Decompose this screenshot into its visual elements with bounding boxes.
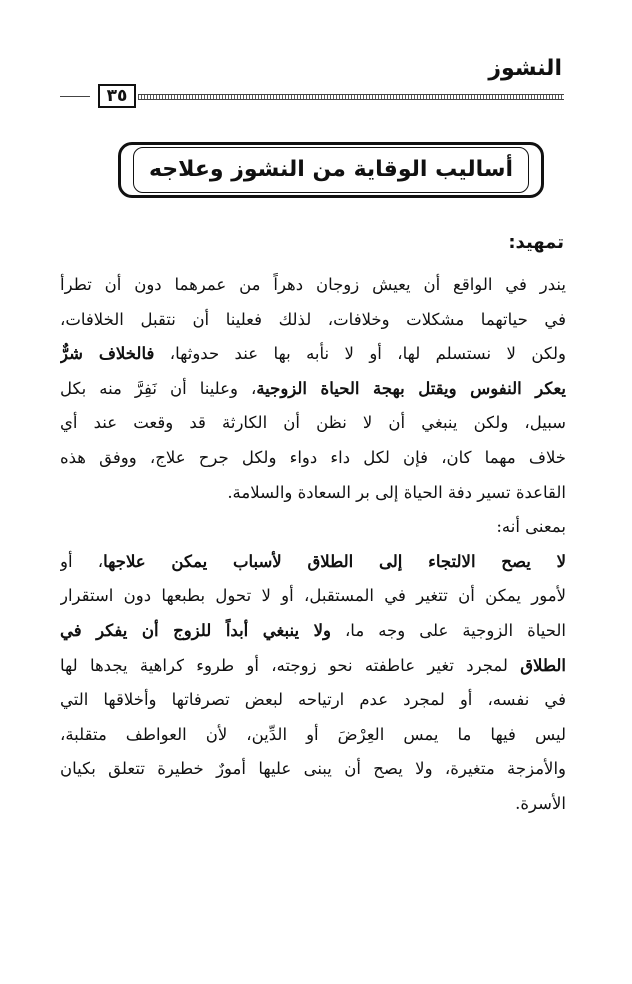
intro-label: تمهيد: (508, 232, 564, 253)
text-span: ولكن لا نستسلم لها، أو لا نأبه بها عند حدوثها، (154, 344, 566, 364)
text-line (60, 268, 566, 303)
section-title: أساليب الوقاية من النشوز وعلاجه (148, 157, 514, 182)
bold-text-span: الطلاق (520, 655, 566, 675)
section-title-frame (118, 142, 544, 198)
text-span: القاعدة تسير دفة الحياة إلى بر السعادة والسلامة. (227, 482, 566, 502)
text-span: ، وعلينا أن نَفِرَّ منه بكل (60, 378, 257, 398)
text-line (60, 683, 566, 718)
text-span: الأسرة. (515, 793, 566, 813)
text-line (60, 372, 566, 407)
text-span: يندر في الواقع أن يعيش زوجان دهراً من عمرهما دون أن تطرأ (60, 275, 566, 294)
text-line (60, 406, 566, 441)
body-text (60, 268, 566, 822)
page-number: ٣٥ (98, 84, 136, 108)
bold-text-span: يعكر النفوس ويقتل بهجة الحياة الزوجية (256, 378, 566, 398)
text-span: الحياة الزوجية على وجه ما، (330, 620, 566, 640)
text-span: في حياتهما مشكلات وخلافات، لذلك فعلينا أن نتقبل الخلافات، (60, 309, 566, 329)
text-line (60, 337, 566, 372)
chapter-title: النشوز (488, 56, 562, 81)
text-span: والأمزجة متغيرة، ولا يصح أن يبنى عليها أمورٌ خطيرة تتعلق بكيان (60, 759, 566, 779)
text-line (60, 718, 566, 753)
text-line (60, 545, 566, 580)
text-line (60, 476, 566, 511)
text-line (60, 303, 566, 338)
header-rule-left (60, 96, 90, 98)
text-span: ليس فيها ما يمس العِرْضَ أو الدِّين، لأن العواطف متقلبة، (60, 724, 566, 744)
text-line (60, 579, 566, 614)
bold-text-span: لا يصح الالتجاء إلى الطلاق لأسباب يمكن علاجها (103, 551, 566, 571)
text-line (60, 510, 566, 545)
text-line (60, 614, 566, 649)
header-rule (138, 94, 564, 100)
text-line (60, 752, 566, 787)
text-span: خلاف مهما كان، فإن لكل داء دواء ولكل جرح علاج، ووفق هذه (60, 447, 566, 467)
text-line (60, 649, 566, 684)
text-span: لأمور يمكن أن تتغير في المستقبل، أو لا تحول بطبعها دون استقرار (60, 586, 566, 606)
text-span: ، أو (60, 551, 104, 571)
text-span: لمجرد تغير عاطفته نحو زوجته، أو طروء كراهية يجدها لها (60, 655, 521, 675)
text-span: في نفسه، أو لمجرد عدم ارتياحه لبعض تصرفاتها وأخلاقها التي (60, 690, 566, 710)
text-line (60, 441, 566, 476)
text-span: سبيل، ولكن ينبغي أن لا نظن أن الكارثة قد وقعت عند أي (60, 413, 566, 433)
text-span: بمعنى أنه: (496, 517, 566, 537)
bold-text-span: فالخلاف شرٌّ (60, 344, 155, 364)
text-line (60, 787, 566, 822)
bold-text-span: ولا ينبغي أبداً للزوج أن يفكر في (60, 620, 331, 640)
